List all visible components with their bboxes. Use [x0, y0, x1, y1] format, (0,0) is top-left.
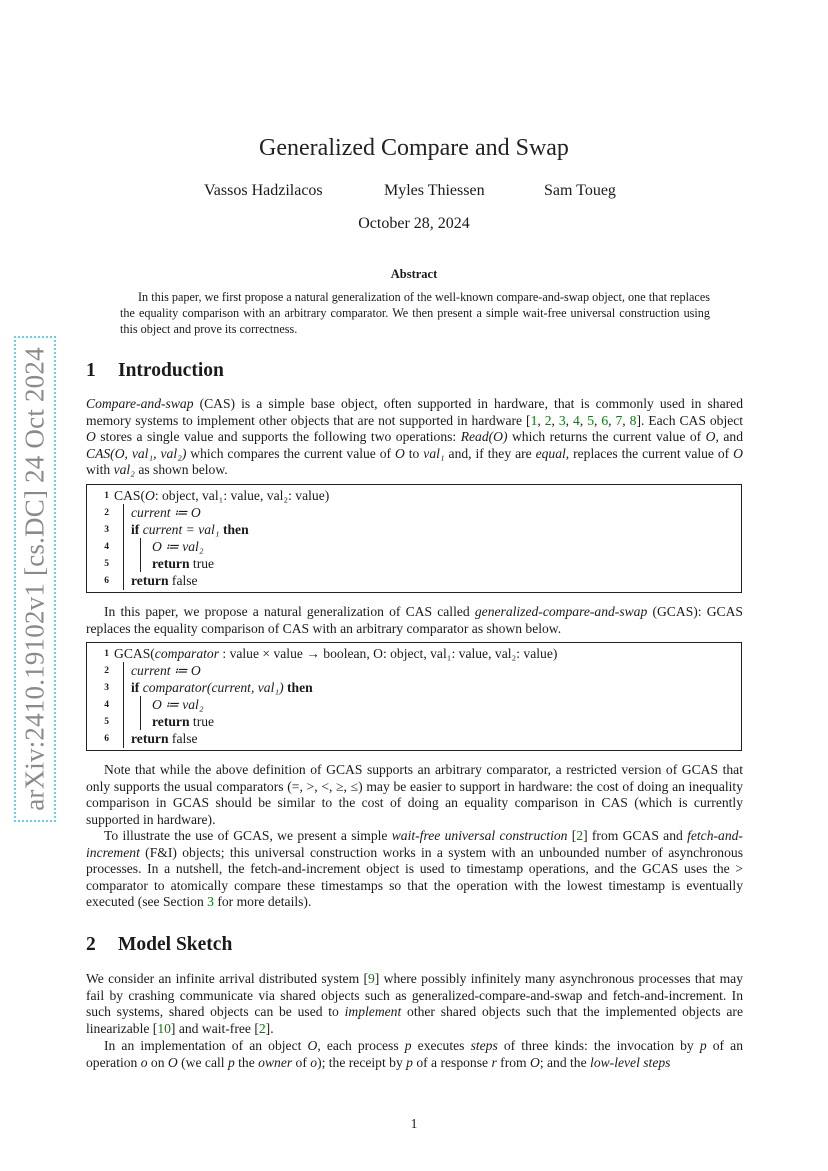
intro-paragraph-3: Note that while the above definition of GCAS supports an arbitrary comparator, a restricted version of GCAS that only supports the usual comparators (=, >, <, ≥, ≤) may be easier to support in hardware: the cost of doing an inequality comparison in GCAS should be similar to the cost of doing an equality comparison in CAS (which is currently supported in hardware).: [86, 762, 743, 827]
citation-link[interactable]: 2: [258, 1020, 266, 1036]
line-number: 5: [104, 559, 109, 569]
section-number: 1: [86, 360, 96, 381]
paper-title: Generalized Compare and Swap: [259, 135, 569, 161]
citation-link[interactable]: 8: [629, 412, 637, 428]
citation-link[interactable]: 2: [576, 828, 584, 843]
model-paragraph-2: In an implementation of an object O, each process p executes steps of three kinds: the invocation by p of an operation o on O (we call p the owner of o); the receipt by p of a response r from O; and the low-level steps: [86, 1038, 744, 1070]
section-2-heading: [86, 934, 232, 956]
line-number: 6: [104, 576, 109, 586]
line-number: 2: [104, 666, 109, 676]
paper-date: October 28, 2024: [358, 215, 470, 232]
section-1-heading: [86, 360, 224, 382]
read-operation: Read(O): [460, 429, 508, 444]
author-2: Myles Thiessen: [384, 182, 485, 199]
line-number: 6: [104, 734, 109, 744]
citation-link[interactable]: 2: [544, 412, 552, 428]
line-number: 5: [104, 717, 109, 727]
section-number: 2: [86, 934, 96, 955]
model-paragraph-1: We consider an infinite arrival distributed system [9] where possibly infinitely many asynchronous processes that may fail by crashing communicate via shared objects such as generalized-compare-and-swap and fetch-and-increment. In such systems, shared objects can be used to implement other shared objects such that the implemented objects are linearizable [10] and wait-free [2].: [86, 971, 743, 1036]
line-number: 4: [104, 700, 109, 710]
citation-link[interactable]: 1: [530, 412, 538, 428]
line-number: 3: [104, 683, 109, 693]
citation-link[interactable]: 9: [368, 971, 375, 986]
citation-link[interactable]: 5: [587, 412, 594, 428]
line-number: 1: [104, 491, 109, 501]
block-bar: [140, 538, 141, 572]
citation-link[interactable]: 10: [157, 1020, 171, 1036]
abstract-heading: Abstract: [390, 267, 438, 281]
intro-paragraph-4: To illustrate the use of GCAS, we present a simple wait-free universal construction [2] from GCAS and fetch-and-increment (F&I) objects; this universal construction works in a system with an unbounded number of asynchronous processes. In a nutshell, the fetch-and-increment object is used to timestamp operations, and the GCAS uses the > comparator to atomically compare these timestamps so that the operation with the lowest timestamp is eventually executed (see Section 3 for more details).: [86, 828, 743, 909]
algo-signature: GCAS(comparator : value × value → boolean, O: object, val₁: value, val₂: value): [114, 646, 558, 661]
block-bar: [140, 696, 141, 730]
citation-link[interactable]: 7: [615, 412, 623, 428]
page-number: 1: [410, 1116, 418, 1131]
section-title: Introduction: [118, 360, 224, 381]
intro-paragraph-1: Compare-and-swap (CAS) is a simple base object, often supported in hardware, that is commonly used in shared memory systems to implement other objects that are not supported in hardware [1, 2, 3, 4, 5, 6, 7, 8]. Each CAS object O stores a single value and supports the following two operations: Read(O) which returns the current value of O, and CAS(O, val₁, val₂) which compares the current value of O to val₁ and, if they are equal, replaces the current value of O with val₂ as shown below.: [86, 396, 744, 477]
citation-link[interactable]: 4: [573, 412, 580, 428]
line-number: 2: [104, 508, 109, 518]
intro-paragraph-2: In this paper, we propose a natural generalization of CAS called generalized-compare-and-swap (GCAS): GCAS replaces the equality comparison of CAS with an arbitrary comparator as shown below.: [86, 604, 743, 636]
block-bar: [123, 504, 124, 590]
abstract-text: In this paper, we first propose a natural generalization of the well-known compare-and-swap object, one that replaces the equality comparison with an arbitrary comparator. We then present a simple wait-free universal construction using this object and prove its correctness.: [120, 290, 710, 336]
section-title: Model Sketch: [118, 934, 233, 955]
line-number: 1: [104, 649, 109, 659]
term-cas: Compare-and-swap: [86, 396, 194, 411]
section-link[interactable]: 3: [207, 894, 214, 909]
line-number: 4: [104, 542, 109, 552]
arxiv-stamp-text: arXiv:2410.19102v1 [cs.DC] 24 Oct 2024: [19, 347, 50, 811]
author-1: Vassos Hadzilacos: [204, 182, 323, 199]
citation-link[interactable]: 6: [601, 412, 609, 428]
term-gcas: generalized-compare-and-swap: [474, 604, 648, 619]
author-3: Sam Toueg: [544, 182, 616, 199]
cas-operation: CAS(O, val₁, val₂): [86, 445, 187, 461]
line-number: 3: [104, 525, 109, 535]
algo-signature: CAS(O: object, val₁: value, val₂: value): [114, 488, 330, 503]
cas-algorithm-box: 1 CAS(O: object, val₁: value, val₂: value) 2 current ≔ O 3 if current = val₁ then 4 O ≔ val₂ 5 return true 6 return false: [86, 484, 742, 593]
arxiv-stamp[interactable]: [14, 336, 56, 822]
gcas-algorithm-box: 1 GCAS(comparator : value × value → boolean, O: object, val₁: value, val₂: value) 2 current ≔ O 3 if comparator(current, val₁) then 4 O ≔ val₂ 5 return true 6 return false: [86, 642, 742, 751]
citation-link[interactable]: 3: [558, 412, 566, 428]
block-bar: [123, 662, 124, 748]
